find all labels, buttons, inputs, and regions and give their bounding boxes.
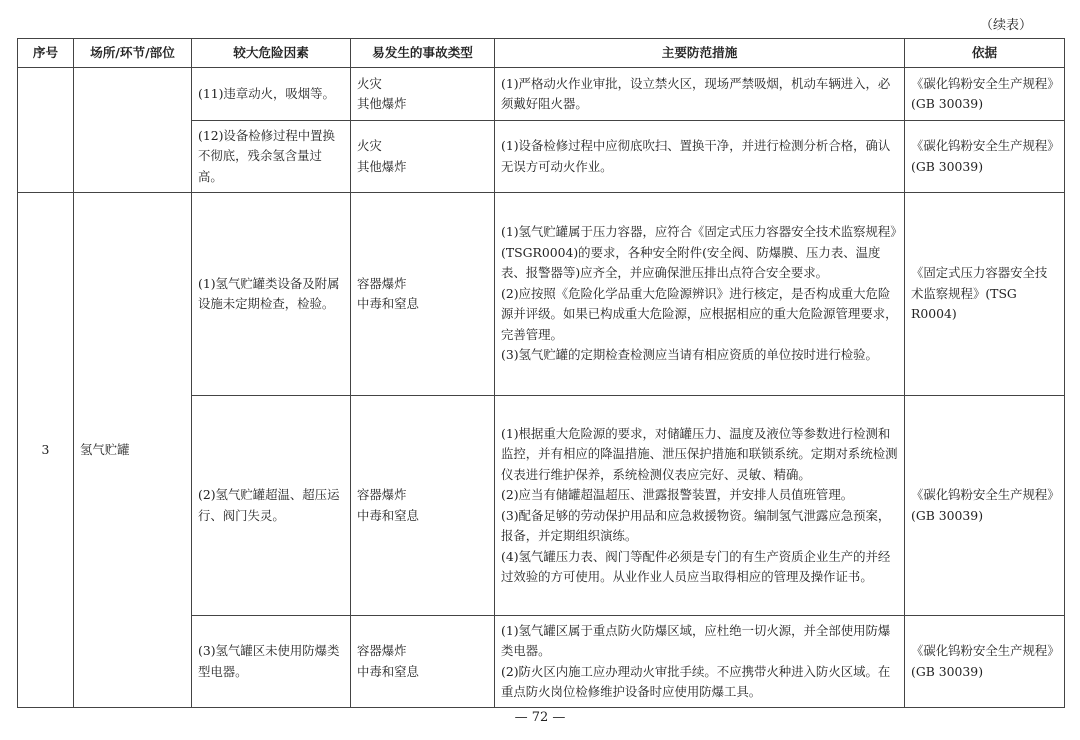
location-cell (74, 68, 192, 193)
accident-type: 中毒和窒息 (357, 663, 419, 679)
hazard-cell: (2)氢气贮罐超温、超压运行、阀门失灵。 (192, 396, 351, 616)
measure-item: (3)氢气贮罐的定期检查检测应当请有相应资质的单位按时进行检验。 (501, 347, 878, 363)
basis-cell: 《碳化钨粉安全生产规程》(GB 30039) (905, 616, 1065, 708)
measures-cell (495, 193, 905, 396)
measure-item: (2)应当有储罐超温超压、泄露报警装置，并安排人员值班管理。 (501, 487, 854, 502)
hazard-cell: (12)设备检修过程中置换不彻底，残余氢含量过高。 (192, 121, 351, 193)
hazard-cell: (11)违章动火，吸烟等。 (192, 68, 351, 121)
accident-type: 容器爆炸 (357, 643, 407, 658)
measures-cell (495, 396, 905, 616)
seq-cell: 3 (18, 193, 74, 708)
accident-type: 容器爆炸 (357, 275, 407, 291)
hazard-cell: (1)氢气贮罐类设备及附属设施未定期检查，检验。 (192, 193, 351, 396)
accident-type: 火灾 (357, 75, 382, 91)
measure-item: (2)应按照《危险化学品重大危险源辨识》进行核定，是否构成重大危险源并评级。如果已构成重大危险源，应根据相应的重大危险源管理要求，完善管理。 (501, 285, 898, 342)
accident-cell (351, 121, 495, 193)
page-number: — 72 — (514, 710, 566, 725)
hazard-table (17, 38, 1065, 708)
measures-cell (495, 616, 905, 708)
measure-item: (2)防火区内施工应办理动火审批手续。不应携带火种进入防火区域。在重点防火岗位检修维护设备时应使用防爆工具。 (501, 663, 891, 699)
table-row (18, 193, 1065, 396)
accident-cell (351, 68, 495, 121)
basis-cell: 《固定式压力容器安全技术监察规程》(TSG R0004) (905, 193, 1065, 396)
measures-cell (495, 121, 905, 193)
basis-cell: 《碳化钨粉安全生产规程》(GB 30039) (905, 121, 1065, 193)
accident-type: 其他爆炸 (357, 96, 407, 111)
table-header-row (18, 39, 1065, 68)
accident-type: 火灾 (357, 138, 382, 153)
basis-cell: 《碳化钨粉安全生产规程》(GB 30039) (905, 396, 1065, 616)
seq-cell (18, 68, 74, 193)
accident-type: 其他爆炸 (357, 158, 407, 174)
accident-type: 中毒和窒息 (357, 296, 419, 311)
measures-cell (495, 68, 905, 121)
header-seq: 序号 (18, 39, 74, 68)
measure-item: (1)氢气罐区属于重点防火防爆区域，应杜绝一切火源，并全部使用防爆类电器。 (501, 622, 891, 658)
measure-item: (1)根据重大危险源的要求，对储罐压力、温度及液位等参数进行检测和监控，并有相应的降温措施、泄压保护措施和联锁系统。定期对系统检测仪表进行维护保养，系统检测仪表应完好、灵敏、精确。 (501, 425, 898, 482)
header-measures: 主要防范措施 (495, 39, 905, 68)
hazard-cell: (3)氢气罐区未使用防爆类型电器。 (192, 616, 351, 708)
measure-item: (1)氢气贮罐属于压力容器，应符合《固定式压力容器安全技术监察规程》(TSGR0004)的要求，各种安全附件(安全阀、防爆膜、压力表、温度表、报警器等)应齐全，并应确保泄压排出点符合安全要求。 (501, 224, 897, 281)
accident-cell (351, 616, 495, 708)
basis-cell: 《碳化钨粉安全生产规程》(GB 30039) (905, 68, 1065, 121)
accident-cell (351, 396, 495, 616)
header-accident-type: 易发生的事故类型 (351, 39, 495, 68)
accident-cell (351, 193, 495, 396)
header-basis: 依据 (905, 39, 1065, 68)
header-hazard: 较大危险因素 (192, 39, 351, 68)
measure-item: (4)氢气罐压力表、阀门等配件必须是专门的有生产资质企业生产的并经过效验的方可使用。从业作业人员应当取得相应的管理及操作证书。 (501, 548, 891, 584)
accident-type: 中毒和窒息 (357, 507, 419, 523)
measure-item: (1)设备检修过程中应彻底吹扫、置换干净，并进行检测分析合格，确认无误方可动火作业。 (501, 138, 891, 174)
continued-label: （续表） (979, 18, 1032, 33)
location-cell: 氢气贮罐 (74, 193, 192, 708)
measure-item: (1)严格动火作业审批，设立禁火区，现场严禁吸烟，机动车辆进入，必须戴好阻火器。 (501, 75, 891, 111)
header-location: 场所/环节/部位 (74, 39, 192, 68)
measure-item: (3)配备足够的劳动保护用品和应急救援物资。编制氢气泄露应急预案，报备，并定期组织演练。 (501, 507, 891, 543)
accident-type: 容器爆炸 (357, 487, 407, 502)
table-row (18, 68, 1065, 121)
